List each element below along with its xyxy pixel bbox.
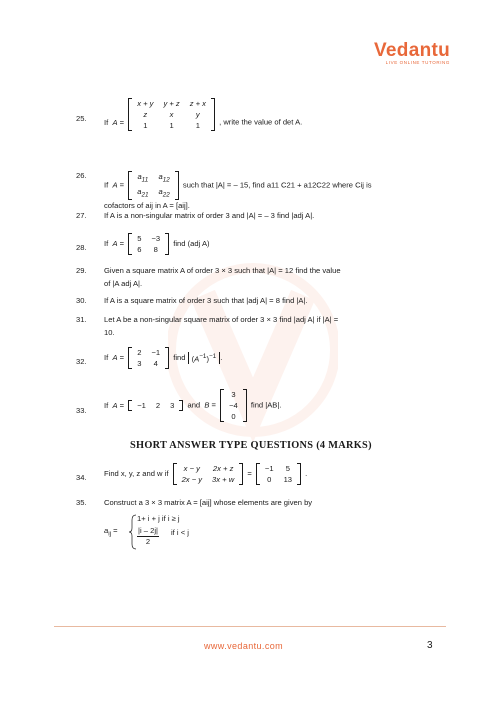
question-text: find |AB|.: [250, 400, 282, 410]
question-text-line2: 10.: [104, 328, 115, 337]
question-32: 32. If A = 2 −1 3 4 find $(A^{-1})^{-1}$ .: [76, 348, 223, 368]
question-28: 28. If A = 5 −3 6 8 find (adj A): [76, 234, 210, 254]
matrix-A: $a_{11}$ $a_{12}$ $a_{21}$ $a_{22}$: [128, 171, 179, 200]
piecewise-definition: $a_{ij}$ = 1+ i + j if i ≥ j $\frac{|i - 2j|}{2}$ if i < j: [104, 514, 312, 550]
question-35: [76, 498, 313, 550]
matrix-B: 3 −4 0: [220, 389, 247, 422]
case-2-numerator: |i – 2j|: [138, 526, 158, 535]
section-heading: SHORT ANSWER TYPE QUESTIONS (4 MARKS): [130, 440, 372, 451]
question-text: If A is a square matrix of order 3 such that |adj A| = 8 find |A|.: [104, 296, 308, 305]
question-30: [76, 296, 308, 306]
case-2-fraction: [137, 526, 159, 547]
question-34: 34. Find x, y, z and w if x − y 2x + z 2x − y 3x + w = −1 5 0 13 .: [76, 464, 308, 484]
page-number: 3: [427, 640, 433, 651]
question-number: 33.: [76, 406, 87, 415]
question-26: 26. If A = $a_{11}$ $a_{12}$ $a_{21}$ $a_{22}$ such that |A| = – 15, find a11 C21 + a12C22 where Cij is cofactors of aij in A = [aij].: [76, 171, 372, 211]
question-number: 30.: [76, 296, 87, 305]
matrix-A: x + y y + z z + x z x y 1 1 1: [128, 98, 215, 131]
question-text: Given a square matrix A of order 3 × 3 such that |A| = 12 find the value: [104, 266, 341, 275]
case-2-denominator: 2: [145, 537, 151, 546]
question-text: find: [173, 353, 186, 362]
question-number: 31.: [76, 315, 87, 324]
question-29: [76, 266, 341, 289]
question-text: Construct a 3 × 3 matrix A = [aij] whose elements are given by: [104, 498, 313, 507]
case-1: 1+ i + j if i ≥ j: [137, 514, 180, 523]
question-25: 25. If A = x + y y + z z + x z x y 1 1 1 , write the value of det A.: [76, 99, 303, 130]
question-number: 32.: [76, 357, 87, 366]
question-33: 33. If A = −1 2 3 and B = 3 −4 0 find |AB|.: [76, 390, 282, 421]
footer-rule: [54, 626, 446, 627]
brand-logo: [374, 40, 450, 65]
question-number: 27.: [76, 211, 87, 220]
question-number: 26.: [76, 171, 87, 180]
matrix-A: 2 −1 3 4: [128, 347, 169, 369]
question-31: [76, 315, 339, 338]
matrix-A: 5 −3 6 8: [128, 233, 169, 255]
question-text: If A is a non-singular matrix of order 3 and |A| = – 3 find |adj A|.: [104, 211, 315, 220]
question-number: 29.: [76, 266, 87, 275]
question-number: 28.: [76, 243, 87, 252]
question-number: 25.: [76, 114, 87, 123]
question-text-line2: cofactors of aij in A = [aij].: [104, 201, 190, 211]
matrix-rhs: −1 5 0 13: [256, 463, 301, 485]
footer-url[interactable]: www.vedantu.com: [204, 641, 284, 651]
question-number: 35.: [76, 498, 87, 507]
inverse-expression: $(A^{-1})^{-1}$: [188, 352, 221, 365]
brand-name: Vedantu: [374, 40, 451, 61]
question-text: find (adj A): [173, 239, 210, 248]
question-text: Let A be a non-singular square matrix of order 3 × 3 find |adj A| if |A| =: [104, 315, 339, 324]
question-number: 34.: [76, 473, 87, 482]
question-text: such that |A| = – 15, find a11 C21 + a12C22 where Cij is: [182, 180, 372, 190]
matrix-A: −1 2 3: [128, 400, 183, 411]
brand-tagline: LIVE ONLINE TUTORING: [385, 60, 451, 65]
question-27: [76, 211, 315, 221]
case-2-condition: if i < j: [171, 528, 189, 537]
left-brace: [129, 514, 137, 550]
question-text: Find x, y, z and w if: [104, 469, 169, 478]
matrix-lhs: x − y 2x + z 2x − y 3x + w: [173, 463, 244, 485]
question-text: write the value of det A.: [223, 117, 303, 127]
question-text-line2: of |A adj A|.: [104, 279, 143, 288]
